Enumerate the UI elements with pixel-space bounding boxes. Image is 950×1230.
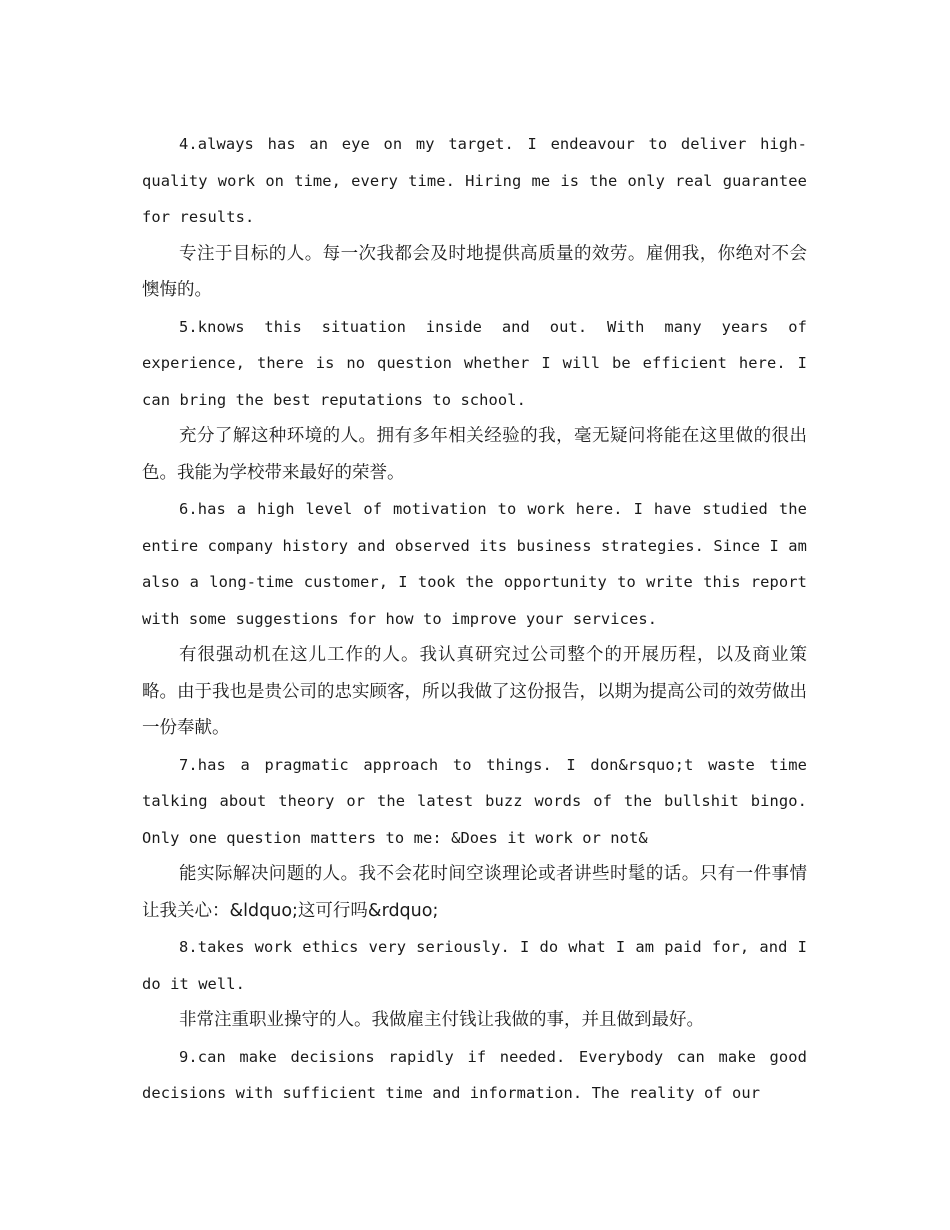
paragraph-6-zh: 有很强动机在这儿工作的人。我认真研究过公司整个的开展历程，以及商业策略。由于我也是贵公司的忠实顾客，所以我做了这份报告，以期为提高公司的效劳做出一份奉献。 xyxy=(142,645,807,738)
paragraph-8-zh: 非常注重职业操守的人。我做雇主付钱让我做的事，并且做到最好。 xyxy=(179,1010,704,1030)
paragraph-7-zh: 能实际解决问题的人。我不会花时间空谈理论或者讲些时髦的话。只有一件事情让我关心：&ldquo;这可行吗&rdquo; xyxy=(142,864,807,921)
paragraph-5-en: 5.knows this situation inside and out. With many years of experience, there is no question whether I will be efficient here. I can bring the best reputations to school. xyxy=(142,317,807,409)
paragraph-9-en: 9.can make decisions rapidly if needed. Everybody can make good decisions with sufficient time and information. The reality of our xyxy=(142,1047,807,1102)
paragraph-7-en: 7.has a pragmatic approach to things. I don&rsquo;t waste time talking about theory or the latest buzz words of the bullshit bingo. Only one question matters to me: &Does it work or not& xyxy=(142,755,807,847)
paragraph-4-en: 4.always has an eye on my target. I endeavour to deliver high-quality work on time, every time. Hiring me is the only real guarantee for results. xyxy=(142,135,807,226)
paragraph-5-zh: 充分了解这种环境的人。拥有多年相关经验的我，毫无疑问将能在这里做的很出色。我能为学校带来最好的荣誉。 xyxy=(142,426,807,483)
paragraph-8-en: 8.takes work ethics very seriously. I do what I am paid for, and I do it well. xyxy=(142,938,807,993)
paragraph-6-en: 6.has a high level of motivation to work here. I have studied the entire company history and observed its business strategies. Since I am also a long-time customer, I took the opportunity to write this report with some suggestions for how to improve your services. xyxy=(142,500,807,628)
paragraph-4-zh: 专注于目标的人。每一次我都会及时地提供高质量的效劳。雇佣我，你绝对不会懊悔的。 xyxy=(142,243,807,300)
document-body xyxy=(142,126,807,1112)
